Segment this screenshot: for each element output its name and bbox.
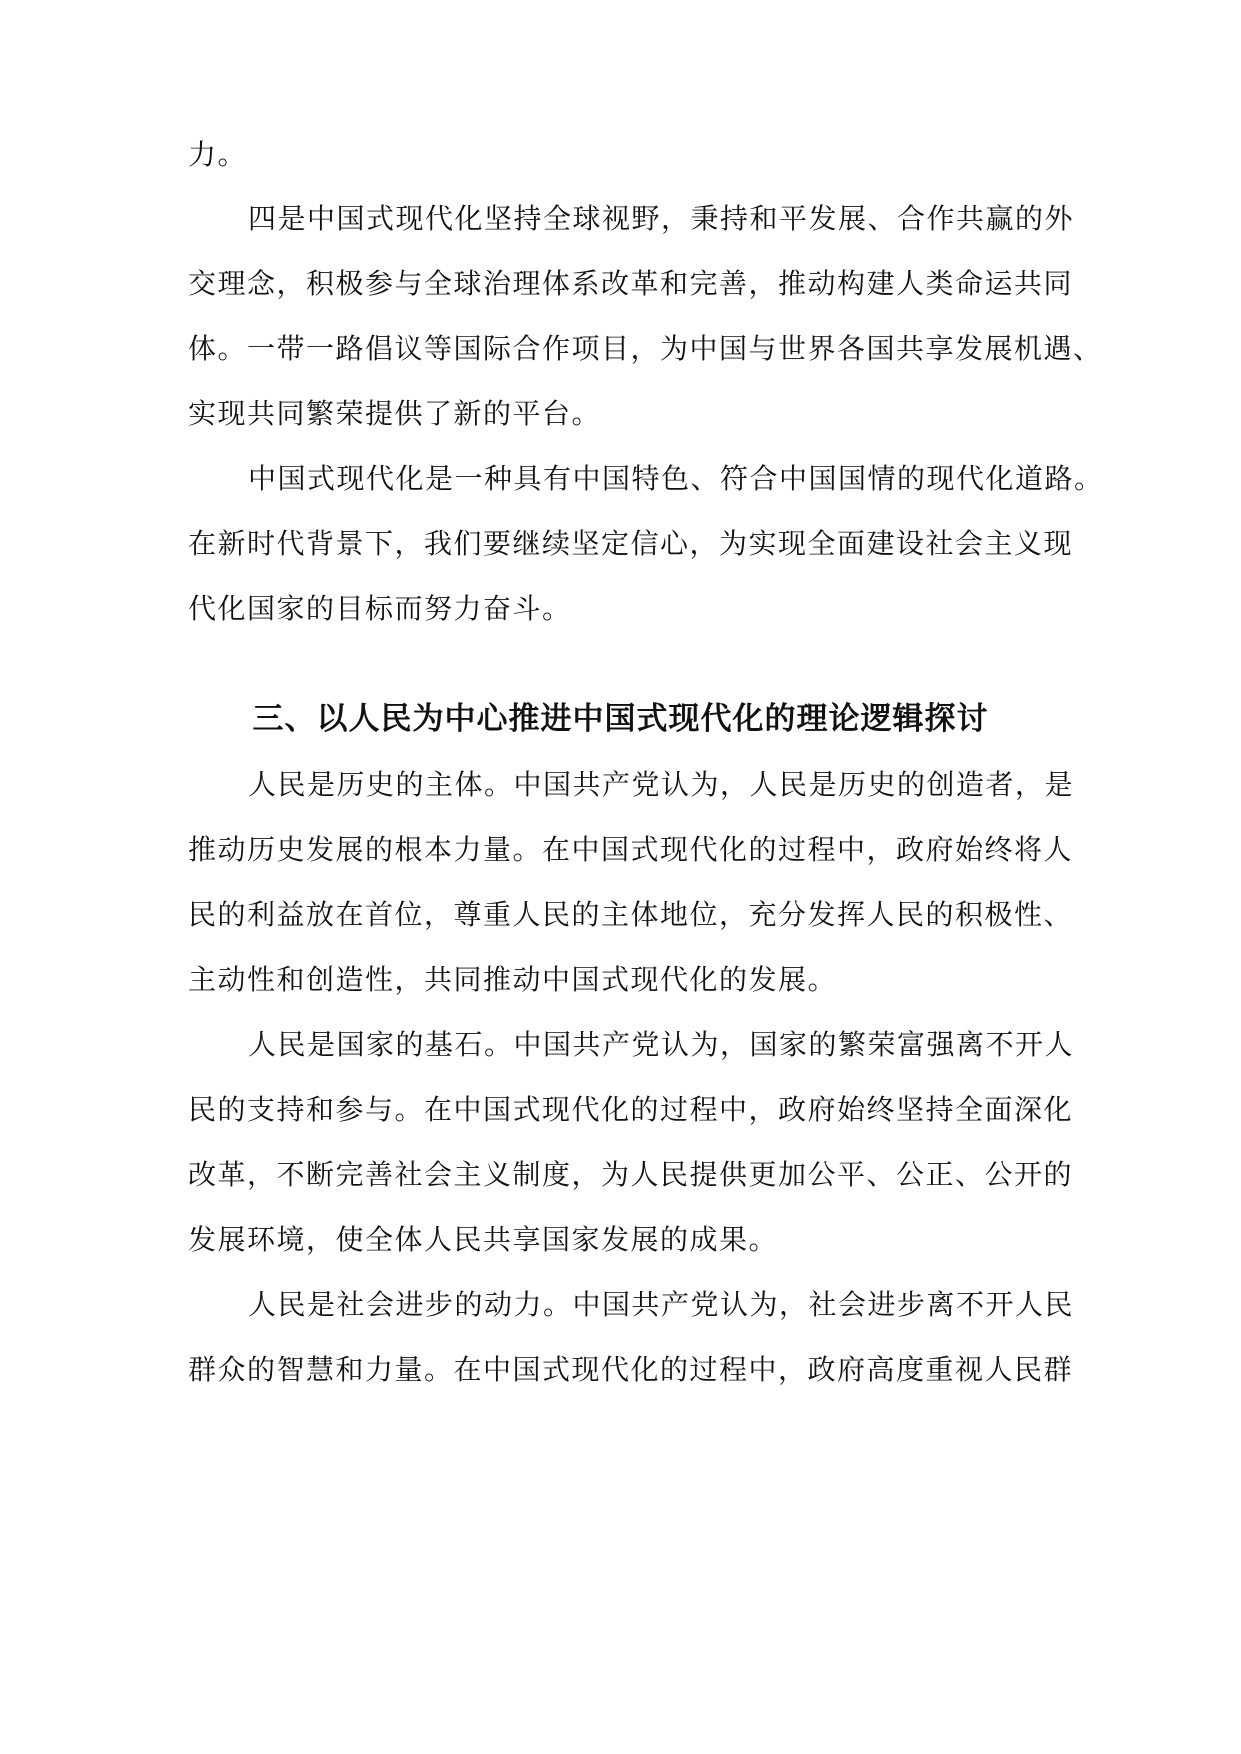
paragraph-line: 实现共同繁荣提供了新的平台。 bbox=[188, 397, 602, 430]
paragraph-line: 推动历史发展的根本力量。在中国式现代化的过程中，政府始终将人 bbox=[188, 833, 1074, 866]
paragraph-line: 改革，不断完善社会主义制度，为人民提供更加公平、公正、公开的 bbox=[188, 1158, 1074, 1191]
paragraph-line: 民的利益放在首位，尊重人民的主体地位，充分发挥人民的积极性、 bbox=[188, 898, 1074, 931]
paragraph-line: 中国式现代化是一种具有中国特色、符合中国国情的现代化道路。 bbox=[248, 462, 1104, 495]
paragraph-line: 人民是历史的主体。中国共产党认为，人民是历史的创造者，是 bbox=[248, 768, 1075, 801]
paragraph-line: 人民是国家的基石。中国共产党认为，国家的繁荣富强离不开人 bbox=[248, 1028, 1075, 1061]
paragraph-line: 体。一带一路倡议等国际合作项目，为中国与世界各国共享发展机遇、 bbox=[188, 332, 1103, 365]
paragraph-line: 代化国家的目标而努力奋斗。 bbox=[188, 592, 572, 625]
paragraph-line: 民的支持和参与。在中国式现代化的过程中，政府始终坚持全面深化 bbox=[188, 1093, 1074, 1126]
paragraph-line: 力。 bbox=[188, 138, 248, 171]
paragraph-line: 主动性和创造性，共同推动中国式现代化的发展。 bbox=[188, 963, 838, 996]
paragraph-line: 在新时代背景下，我们要继续坚定信心，为实现全面建设社会主义现 bbox=[188, 527, 1074, 560]
paragraph-line: 四是中国式现代化坚持全球视野，秉持和平发展、合作共赢的外 bbox=[248, 202, 1075, 235]
paragraph-line: 发展环境，使全体人民共享国家发展的成果。 bbox=[188, 1223, 779, 1256]
paragraph-line: 人民是社会进步的动力。中国共产党认为，社会进步离不开人民 bbox=[248, 1288, 1075, 1321]
paragraph-line: 群众的智慧和力量。在中国式现代化的过程中，政府高度重视人民群 bbox=[188, 1353, 1074, 1386]
paragraph-line: 交理念，积极参与全球治理体系改革和完善，推动构建人类命运共同 bbox=[188, 267, 1074, 300]
section-heading: 三、以人民为中心推进中国式现代化的理论逻辑探讨 bbox=[252, 701, 989, 737]
